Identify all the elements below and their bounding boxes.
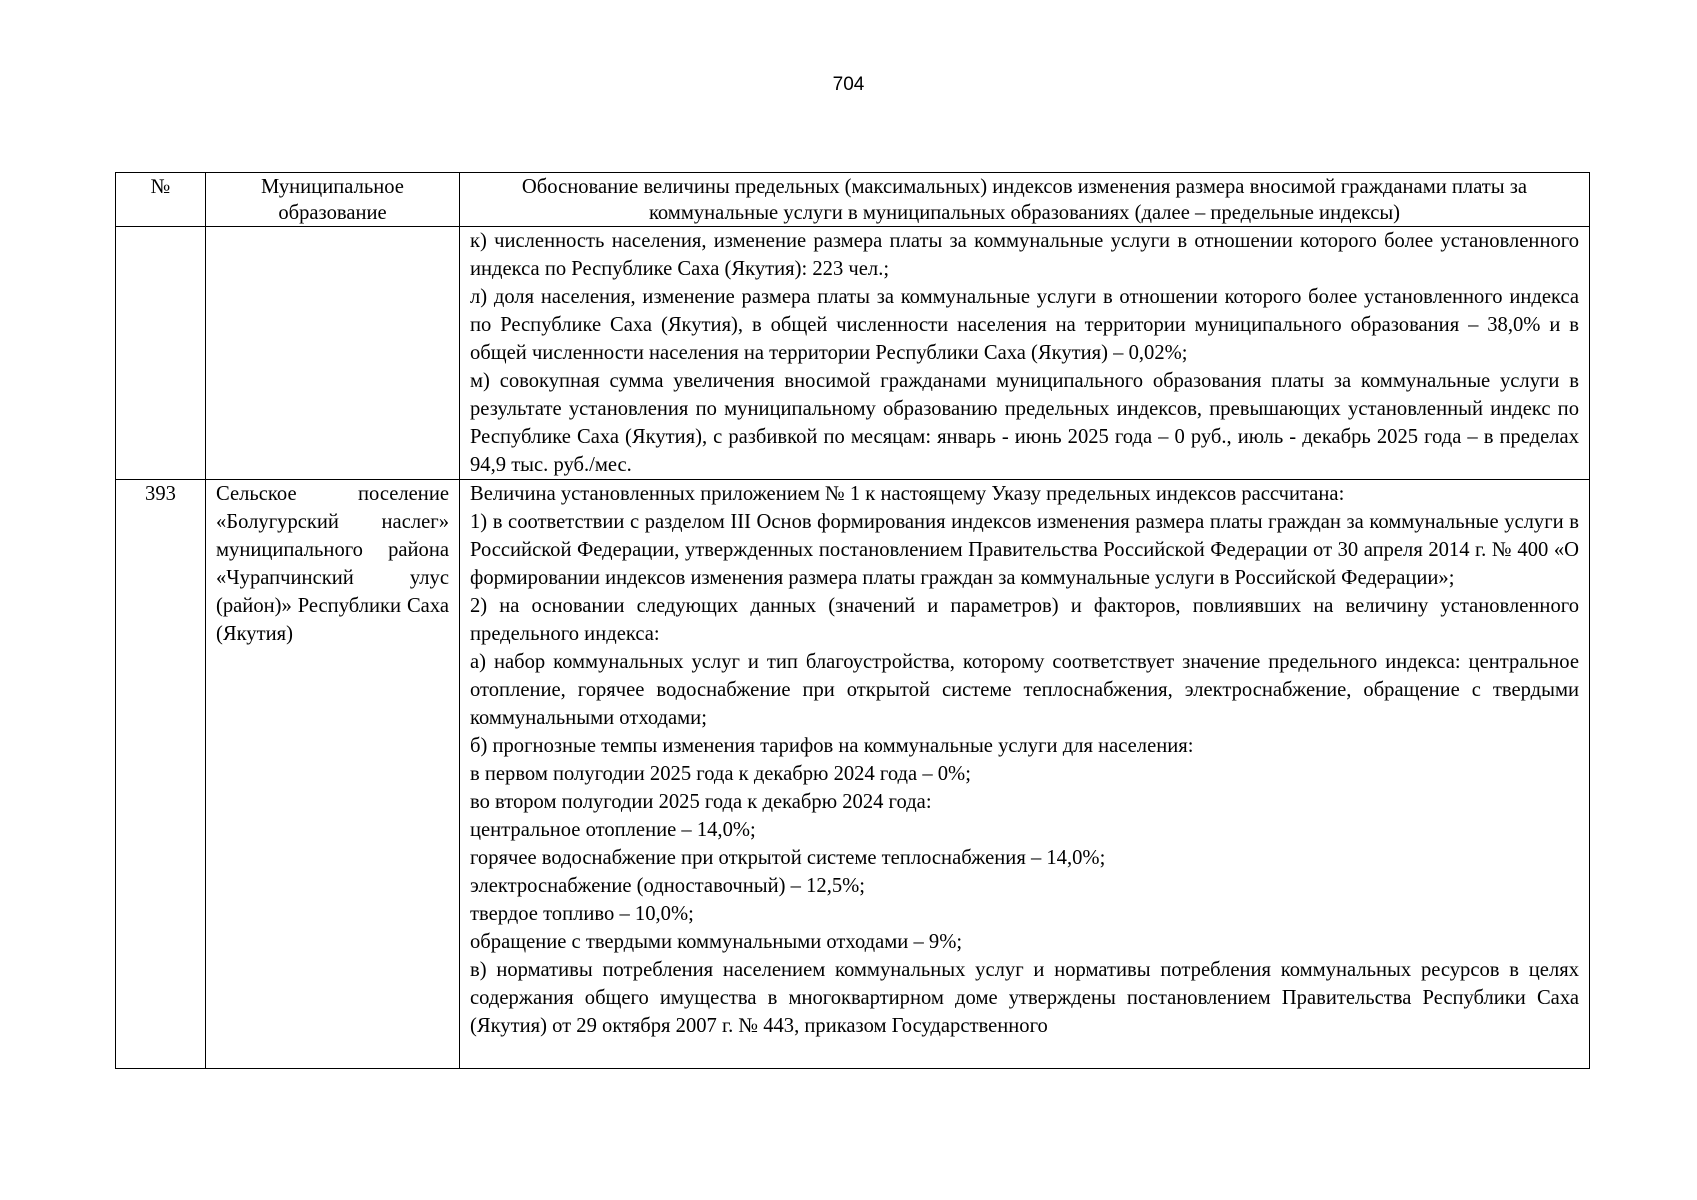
- paragraph-k: к) численность населения, изменение размера платы за коммунальные услуги в отношении которого более установленного индекса по Республике Саха (Якутия): 223 чел.;: [470, 230, 1579, 280]
- paragraph-a: а) набор коммунальных услуг и тип благоустройства, которому соответствует значение предельного индекса: центральное отопление, горячее водоснабжение при открытой системе теплоснабжения, электроснабжение, обращение с твердыми коммунальными отходами;: [470, 651, 1579, 729]
- paragraph-1: 1) в соответствии с разделом III Основ формирования индексов изменения размера платы граждан за коммунальные услуги в Российской Федерации, утвержденных постановлением Правительства Российской Федерации от 30 апреля 2014 г. № 400 «О формировании индексов изменения размера платы граждан за коммунальные услуги в Российской Федерации»;: [470, 511, 1579, 589]
- paragraph-waste: обращение с твердыми коммунальными отходами – 9%;: [470, 931, 963, 953]
- row-number: [116, 227, 206, 480]
- paragraph-heating: центральное отопление – 14,0%;: [470, 819, 756, 841]
- paragraph-hot-water: горячее водоснабжение при открытой системе теплоснабжения – 14,0%;: [470, 847, 1106, 869]
- table-header-row: [116, 173, 1590, 227]
- index-justification-table: [115, 172, 1590, 1069]
- paragraph-intro: Величина установленных приложением № 1 к настоящему Указу предельных индексов рассчитана:: [470, 483, 1345, 505]
- justification-text-block: [470, 480, 1579, 1068]
- paragraph-m: м) совокупная сумма увеличения вносимой гражданами муниципального образования платы за коммунальные услуги в результате установления по муниципальному образованию предельных индексов, превышающих установленный индекс по Республике Саха (Якутия), с разбивкой по месяцам: январь - июнь 2025 года – 0 руб., июль - декабрь 2025 года – в пределах 94,9 тыс. руб./мес.: [470, 370, 1579, 476]
- row-number: 393: [116, 480, 206, 1069]
- paragraph-solid-fuel: твердое топливо – 10,0%;: [470, 903, 694, 925]
- paragraph-b: б) прогнозные темпы изменения тарифов на коммунальные услуги для населения:: [470, 735, 1194, 757]
- table-row: [116, 227, 1590, 480]
- header-justification: Обоснование величины предельных (максимальных) индексов изменения размера вносимой гражданами платы за коммунальные услуги в муниципальных образованиях (далее – предельные индексы): [460, 173, 1590, 227]
- paragraph-v: в) нормативы потребления населением коммунальных услуг и нормативы потребления коммунальных ресурсов в целях содержания общего имущества в многоквартирном доме утверждены постановлением Правительства Республики Саха (Якутия) от 29 октября 2007 г. № 443, приказом Государственного: [470, 959, 1579, 1037]
- paragraph-l: л) доля населения, изменение размера платы за коммунальные услуги в отношении которого более установленного индекса по Республике Саха (Якутия), в общей численности населения на территории муниципального образования – 38,0% и в общей численности населения на территории Республики Саха (Якутия) – 0,02%;: [470, 286, 1579, 364]
- paragraph-second-half: во втором полугодии 2025 года к декабрю 2024 года:: [470, 791, 932, 813]
- row-justification: [460, 227, 1590, 480]
- paragraph-first-half: в первом полугодии 2025 года к декабрю 2024 года – 0%;: [470, 763, 971, 785]
- row-justification: [460, 480, 1590, 1069]
- row-municipality: [206, 227, 460, 480]
- header-number: №: [116, 173, 206, 227]
- page-number: 704: [832, 74, 865, 95]
- row-municipality: Сельское поселение «Болугурский наслег» муниципального района «Чурапчинский улус (район)» Республики Саха (Якутия): [206, 480, 460, 1069]
- table-row: [116, 480, 1590, 1069]
- paragraph-2: 2) на основании следующих данных (значений и параметров) и факторов, повлиявших на величину установленного предельного индекса:: [470, 595, 1579, 645]
- paragraph-electricity: электроснабжение (одноставочный) – 12,5%;: [470, 875, 866, 897]
- header-municipality: Муниципальное образование: [206, 173, 460, 227]
